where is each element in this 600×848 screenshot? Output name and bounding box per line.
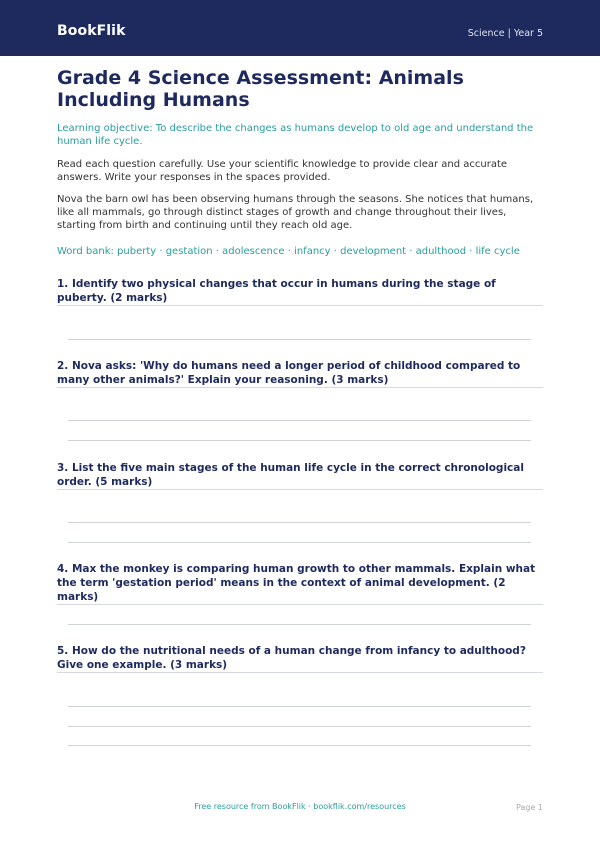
- learning-objective: Learning objective: To describe the changes as humans develop to old age and understand the human life cycle.: [57, 123, 534, 147]
- question-text: 3. List the five main stages of the human life cycle in the correct chronological order. (5 marks): [57, 461, 543, 490]
- brand-logo: BookFlik: [57, 23, 126, 39]
- question-3: [57, 461, 543, 490]
- answer-line[interactable]: [68, 624, 531, 625]
- question-text: 4. Max the monkey is comparing human growth to other mammals. Explain what the term 'gestation period' means in the context of animal development. (2 marks): [57, 562, 543, 605]
- answer-line[interactable]: [68, 522, 531, 523]
- page-title: Grade 4 Science Assessment: Animals Including Humans: [57, 67, 464, 111]
- question-text: 5. How do the nutritional needs of a human change from infancy to adulthood? Give one example. (3 marks): [57, 644, 543, 673]
- instructions: Read each question carefully. Use your scientific knowledge to provide clear and accurate answers. Write your responses in the spaces provided.: [57, 159, 508, 183]
- answer-line[interactable]: [68, 706, 531, 707]
- word-bank: Word bank: puberty · gestation · adolescence · infancy · development · adulthood · life cycle: [57, 246, 520, 257]
- answer-line[interactable]: [68, 745, 531, 746]
- story-paragraph: Nova the barn owl has been observing humans through the seasons. She notices that humans, like all mammals, go through distinct stages of growth and change throughout their lives, starting from birth and continuing until they reach old age.: [57, 194, 534, 231]
- page-number: Page 1: [516, 803, 543, 812]
- question-2: [57, 359, 543, 388]
- footer-link[interactable]: Free resource from BookFlik · bookflik.com/resources: [194, 802, 406, 811]
- question-text: 1. Identify two physical changes that occur in humans during the stage of puberty. (2 marks): [57, 277, 543, 306]
- answer-line[interactable]: [68, 339, 531, 340]
- question-1: [57, 277, 543, 306]
- subject-year-label: Science | Year 5: [467, 28, 543, 39]
- question-4: [57, 562, 543, 605]
- answer-line[interactable]: [68, 440, 531, 441]
- answer-line[interactable]: [68, 542, 531, 543]
- header-bar: [0, 0, 600, 56]
- question-5: [57, 644, 543, 673]
- answer-line[interactable]: [68, 420, 531, 421]
- question-text: 2. Nova asks: 'Why do humans need a longer period of childhood compared to many other animals?' Explain your reasoning. (3 marks): [57, 359, 543, 388]
- answer-line[interactable]: [68, 726, 531, 727]
